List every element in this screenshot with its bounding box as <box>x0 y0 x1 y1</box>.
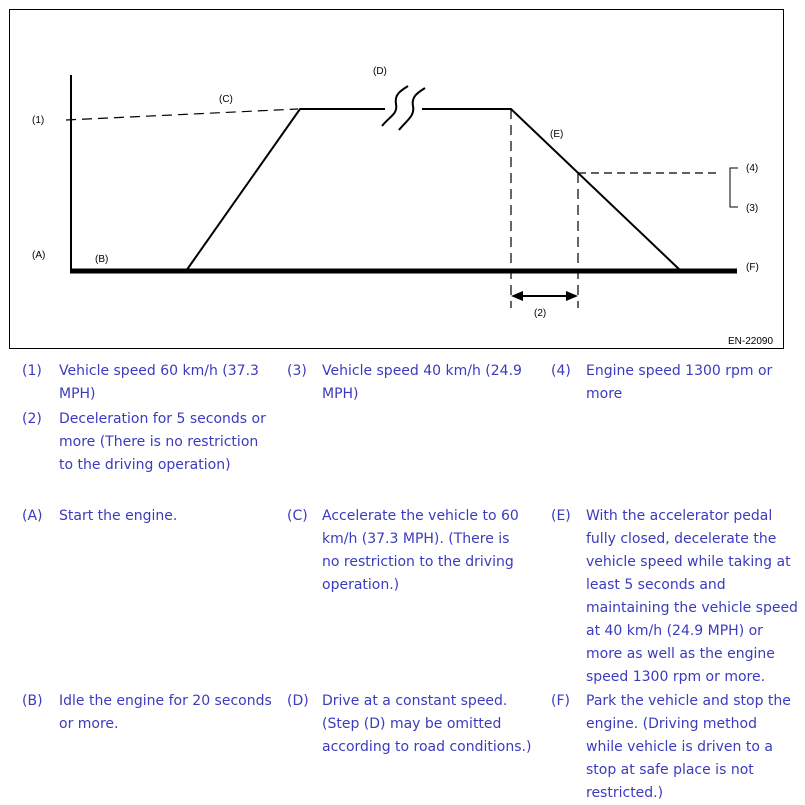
legend-key: (3) <box>287 363 307 379</box>
label-b: (B) <box>95 254 109 265</box>
label-d: (D) <box>373 66 387 77</box>
interval-arrowhead-right <box>566 291 578 301</box>
label-f: (F) <box>746 262 759 273</box>
label-e: (E) <box>550 129 564 140</box>
legend-text: Park the vehicle and stop the engine. (Driving method while vehicle is driven to a stop at safe place is not restricted.) <box>586 693 791 801</box>
figure-code: EN-22090 <box>728 336 774 347</box>
legend-key: (E) <box>551 508 571 524</box>
legend-key: (F) <box>551 693 570 709</box>
legend-text: Vehicle speed 40 km/h (24.9 MPH) <box>322 363 522 402</box>
legend-key: (D) <box>287 693 309 709</box>
legend-key: (C) <box>287 508 308 524</box>
legend-text: Drive at a constant speed. (Step (D) may be omitted according to road conditions.) <box>322 693 532 755</box>
interval-arrowhead-left <box>511 291 523 301</box>
break-mark-right <box>399 88 425 130</box>
break-mark-left <box>382 86 408 126</box>
legend-key: (2) <box>22 411 42 427</box>
legend-key: (1) <box>22 363 42 379</box>
legend-text: Idle the engine for 20 seconds or more. <box>59 693 272 732</box>
label-a: (A) <box>32 250 46 261</box>
label-2: (2) <box>534 308 547 319</box>
label-3: (3) <box>746 203 759 214</box>
label-4: (4) <box>746 163 759 174</box>
legend-text: Vehicle speed 60 km/h (37.3 MPH) <box>59 363 259 402</box>
legend-key: (4) <box>551 363 571 379</box>
acceleration-line <box>186 109 385 271</box>
legend-text: Deceleration for 5 seconds or more (There is no restriction to the driving operation) <box>59 411 266 473</box>
speed-60-dashed-line <box>66 109 298 120</box>
legend-text: With the accelerator pedal fully closed, decelerate the vehicle speed while taking at least 5 seconds and maintaining the vehicle speed at 40 km/h (24.9 MPH) or more as well as the engine speed 1300 rpm or more. <box>586 508 798 685</box>
legend-text: Start the engine. <box>59 508 178 524</box>
label-c: (C) <box>219 94 233 105</box>
legend-key: (B) <box>22 693 43 709</box>
drive-cycle-diagram <box>9 9 784 349</box>
legend-key: (A) <box>22 508 43 524</box>
label-1: (1) <box>32 115 45 126</box>
legend-text: Accelerate the vehicle to 60 km/h (37.3 MPH). (There is no restriction to the driving operation.) <box>322 508 519 593</box>
threshold-bracket <box>730 168 738 207</box>
diagram-canvas <box>10 10 785 350</box>
legend-text: Engine speed 1300 rpm or more <box>586 363 773 402</box>
